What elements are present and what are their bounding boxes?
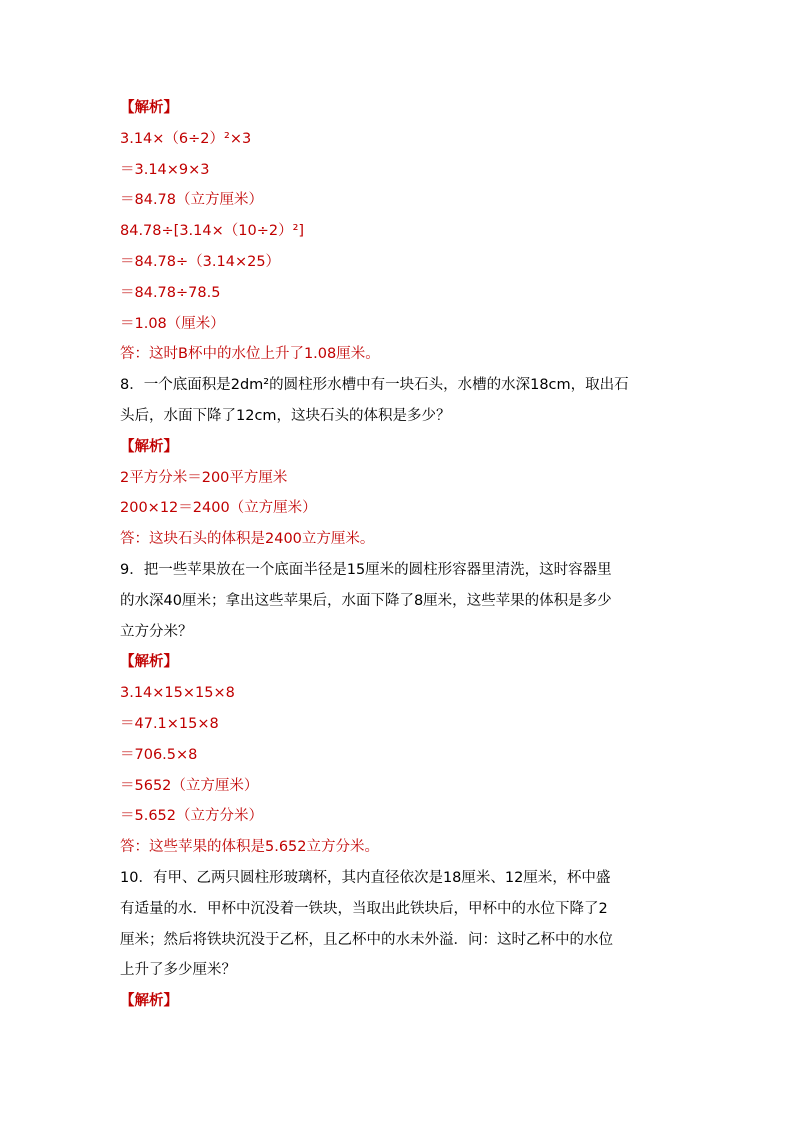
solution-line: 答：这块石头的体积是2400立方厘米。 [120, 531, 375, 548]
question-line: 8．一个底面积是2dm²的圆柱形水槽中有一块石头，水槽的水深18cm，取出石 [120, 377, 629, 394]
solution-line: 答：这些苹果的体积是5.652立方分米。 [120, 839, 380, 856]
solution-line: ＝84.78÷78.5 [120, 284, 221, 301]
question-line: 上升了多少厘米？ [120, 962, 236, 979]
solution-line: 答：这时B杯中的水位上升了1.08厘米。 [120, 346, 380, 363]
solution-line: ＝84.78（立方厘米） [120, 192, 264, 209]
section-heading: 【解析】 [120, 438, 178, 455]
solution-line: ＝47.1×15×8 [120, 715, 219, 732]
solution-line: ＝3.14×9×3 [120, 161, 210, 178]
section-heading: 【解析】 [120, 100, 178, 116]
solution-line: 3.14×15×15×8 [120, 685, 235, 702]
solution-line: ＝84.78÷（3.14×25） [120, 253, 281, 270]
question-line: 有适量的水．甲杯中沉没着一铁块，当取出此铁块后，甲杯中的水位下降了2 [120, 900, 608, 917]
solution-line: ＝706.5×8 [120, 746, 198, 763]
solution-line: 200×12＝2400（立方厘米） [120, 500, 317, 517]
question-line: 厘米；然后将铁块沉没于乙杯，且乙杯中的水未外溢．问：这时乙杯中的水位 [120, 931, 613, 948]
solution-line: 3.14×（6÷2）²×3 [120, 130, 252, 147]
document-page [120, 93, 700, 1017]
question-line: 9．把一些苹果放在一个底面半径是15厘米的圆柱形容器里清洗，这时容器里 [120, 561, 612, 578]
section-heading: 【解析】 [120, 993, 178, 1010]
solution-line: ＝1.08（厘米） [120, 315, 225, 332]
solution-line: ＝5652（立方厘米） [120, 777, 259, 794]
question-line: 10．有甲、乙两只圆柱形玻璃杯，其内直径依次是18厘米、12厘米，杯中盛 [120, 869, 611, 886]
question-line: 的水深40厘米；拿出这些苹果后，水面下降了8厘米，这些苹果的体积是多少 [120, 592, 612, 609]
solution-line: 84.78÷[3.14×（10÷2）²] [120, 223, 305, 240]
question-line: 立方分米？ [120, 623, 193, 640]
question-line: 头后，水面下降了12cm，这块石头的体积是多少？ [120, 407, 451, 424]
solution-line: 2平方分米＝200平方厘米 [120, 469, 288, 486]
solution-line: ＝5.652（立方分米） [120, 808, 264, 825]
section-heading: 【解析】 [120, 654, 178, 671]
